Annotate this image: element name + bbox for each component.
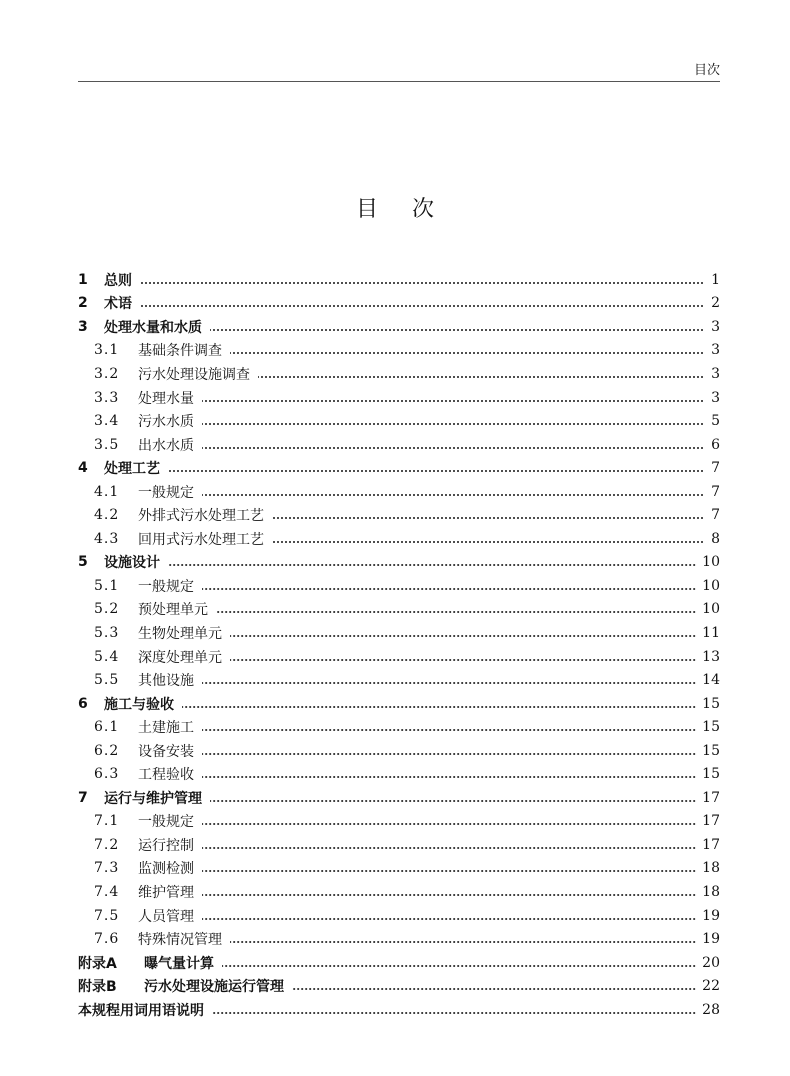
toc-entry-title: 出水水质 bbox=[138, 437, 194, 454]
toc-entry-title: 施工与验收 bbox=[104, 696, 174, 713]
toc-dot-leader bbox=[202, 728, 696, 732]
toc-entry[interactable] bbox=[78, 268, 720, 292]
toc-entry-title: 处理工艺 bbox=[104, 461, 160, 478]
toc-entry-number: 4.3 bbox=[94, 530, 120, 547]
toc-entry-number: 7.2 bbox=[94, 836, 120, 853]
toc-entry-title: 曝气量计算 bbox=[144, 955, 214, 972]
toc-dot-leader bbox=[216, 610, 696, 614]
toc-entry-title: 土建施工 bbox=[138, 720, 194, 737]
toc-entry-page-number: 2 bbox=[711, 295, 720, 312]
toc-dot-leader bbox=[202, 846, 696, 850]
toc-entry-title: 人员管理 bbox=[138, 908, 194, 925]
toc-dot-leader bbox=[230, 634, 696, 638]
toc-entry-title: 外排式污水处理工艺 bbox=[138, 508, 264, 525]
toc-entry-page-number: 17 bbox=[702, 813, 720, 830]
toc-entry-number: 5.4 bbox=[94, 648, 120, 665]
toc-entry-number: 3.4 bbox=[94, 413, 120, 430]
toc-entry[interactable] bbox=[78, 951, 720, 975]
toc-entry-number: 7.6 bbox=[94, 931, 120, 948]
toc-entry[interactable] bbox=[78, 574, 720, 598]
toc-entry-page-number: 18 bbox=[702, 883, 720, 900]
toc-entry-number: 5.1 bbox=[94, 577, 120, 594]
toc-dot-leader bbox=[272, 516, 704, 520]
toc-dot-leader bbox=[222, 964, 696, 968]
running-header-title: 目次 bbox=[693, 63, 720, 78]
toc-entry[interactable] bbox=[78, 810, 720, 834]
toc-entry[interactable] bbox=[78, 880, 720, 904]
toc-entry-number: 3.2 bbox=[94, 365, 120, 382]
toc-entry-number: 4.1 bbox=[94, 483, 120, 500]
page-title: 目次 bbox=[355, 197, 468, 222]
toc-entry-title: 工程验收 bbox=[138, 767, 194, 784]
toc-entry[interactable] bbox=[78, 527, 720, 551]
toc-entry[interactable] bbox=[78, 786, 720, 810]
toc-entry-number: 2 bbox=[78, 295, 88, 312]
toc-dot-leader bbox=[230, 658, 696, 662]
toc-entry[interactable] bbox=[78, 456, 720, 480]
toc-entry-page-number: 7 bbox=[711, 507, 720, 524]
toc-entry[interactable] bbox=[78, 386, 720, 410]
toc-entry[interactable] bbox=[78, 315, 720, 339]
toc-dot-leader bbox=[168, 563, 696, 567]
toc-entry-number: 7.1 bbox=[94, 813, 120, 830]
toc-entry[interactable] bbox=[78, 762, 720, 786]
toc-entry-title: 处理水量和水质 bbox=[104, 319, 202, 336]
toc-dot-leader bbox=[202, 775, 696, 779]
toc-entry-number: 5.3 bbox=[94, 624, 120, 641]
toc-entry-page-number: 13 bbox=[702, 648, 720, 665]
toc-dot-leader bbox=[210, 328, 704, 332]
toc-entry-page-number: 28 bbox=[702, 1001, 720, 1018]
toc-entry-title: 一般规定 bbox=[138, 578, 194, 595]
toc-entry-page-number: 19 bbox=[702, 931, 720, 948]
toc-entry-title: 维护管理 bbox=[138, 884, 194, 901]
toc-entry-number: 1 bbox=[78, 271, 88, 288]
toc-entry-number: 附录A bbox=[78, 955, 117, 972]
toc-entry-title: 总则 bbox=[104, 272, 132, 289]
toc-dot-leader bbox=[272, 540, 704, 544]
toc-entry-number: 6.3 bbox=[94, 766, 120, 783]
toc-entry-page-number: 11 bbox=[702, 624, 720, 641]
toc-entry-title: 其他设施 bbox=[138, 673, 194, 690]
toc-dot-leader bbox=[230, 940, 696, 944]
toc-entry-title: 污水处理设施调查 bbox=[138, 366, 250, 383]
toc-entry[interactable] bbox=[78, 362, 720, 386]
toc-dot-leader bbox=[202, 446, 704, 450]
toc-entry-page-number: 3 bbox=[711, 342, 720, 359]
toc-dot-leader bbox=[202, 917, 696, 921]
toc-entry-page-number: 10 bbox=[702, 601, 720, 618]
toc-entry[interactable] bbox=[78, 503, 720, 527]
toc-dot-leader bbox=[202, 752, 696, 756]
toc-entry-page-number: 19 bbox=[702, 907, 720, 924]
toc-entry-page-number: 14 bbox=[702, 672, 720, 689]
toc-entry-title: 术语 bbox=[104, 296, 132, 313]
toc-entry-number: 3.1 bbox=[94, 342, 120, 359]
toc-entry-page-number: 15 bbox=[702, 719, 720, 736]
toc-entry[interactable] bbox=[78, 409, 720, 433]
toc-dot-leader bbox=[182, 705, 696, 709]
toc-entry[interactable] bbox=[78, 692, 720, 716]
toc-entry-title: 回用式污水处理工艺 bbox=[138, 531, 264, 548]
toc-entry-number: 3 bbox=[78, 318, 88, 335]
toc-entry-number: 5.5 bbox=[94, 672, 120, 689]
toc-entry-number: 7.3 bbox=[94, 860, 120, 877]
toc-dot-leader bbox=[212, 1011, 696, 1015]
toc-entry-title: 预处理单元 bbox=[138, 602, 208, 619]
toc-entry[interactable] bbox=[78, 739, 720, 763]
toc-entry-page-number: 1 bbox=[711, 271, 720, 288]
toc-entry-page-number: 10 bbox=[702, 554, 720, 571]
toc-dot-leader bbox=[210, 799, 696, 803]
toc-entry-page-number: 3 bbox=[711, 365, 720, 382]
toc-dot-leader bbox=[292, 987, 696, 991]
toc-dot-leader bbox=[202, 587, 696, 591]
toc-entry-page-number: 17 bbox=[702, 836, 720, 853]
toc-entry-title: 基础条件调查 bbox=[138, 343, 222, 360]
running-header bbox=[78, 55, 720, 82]
toc-dot-leader bbox=[202, 869, 696, 873]
toc-entry-title: 一般规定 bbox=[138, 484, 194, 501]
toc-entry-title: 运行与维护管理 bbox=[104, 790, 202, 807]
toc-entry-number: 6.2 bbox=[94, 742, 120, 759]
toc-entry[interactable] bbox=[78, 974, 720, 998]
toc-entry[interactable] bbox=[78, 998, 720, 1022]
toc-entry-title: 设施设计 bbox=[104, 555, 160, 572]
toc-entry-page-number: 15 bbox=[702, 766, 720, 783]
toc-dot-leader bbox=[202, 399, 704, 403]
toc-entry-number: 附录B bbox=[78, 979, 117, 996]
table-of-contents bbox=[78, 268, 720, 1022]
toc-entry[interactable] bbox=[78, 904, 720, 928]
toc-entry-page-number: 22 bbox=[702, 978, 720, 995]
toc-entry-page-number: 15 bbox=[702, 695, 720, 712]
toc-entry-title: 特殊情况管理 bbox=[138, 932, 222, 949]
toc-dot-leader bbox=[202, 493, 704, 497]
toc-entry[interactable] bbox=[78, 645, 720, 669]
toc-entry-number: 5.2 bbox=[94, 601, 120, 618]
toc-entry-title: 一般规定 bbox=[138, 814, 194, 831]
toc-dot-leader bbox=[258, 375, 704, 379]
toc-entry-title: 运行控制 bbox=[138, 837, 194, 854]
toc-entry-page-number: 7 bbox=[711, 483, 720, 500]
toc-entry[interactable] bbox=[78, 833, 720, 857]
toc-dot-leader bbox=[202, 422, 704, 426]
toc-entry-number: 4 bbox=[78, 460, 88, 477]
toc-entry[interactable] bbox=[78, 621, 720, 645]
toc-entry[interactable] bbox=[78, 715, 720, 739]
toc-entry-number: 6.1 bbox=[94, 719, 120, 736]
toc-entry[interactable] bbox=[78, 433, 720, 457]
toc-entry[interactable] bbox=[78, 551, 720, 575]
toc-entry-page-number: 15 bbox=[702, 742, 720, 759]
toc-entry-title: 污水处理设施运行管理 bbox=[144, 979, 284, 996]
toc-entry-page-number: 8 bbox=[711, 530, 720, 547]
toc-entry-number: 3.5 bbox=[94, 436, 120, 453]
toc-entry-page-number: 20 bbox=[702, 954, 720, 971]
toc-entry-page-number: 3 bbox=[711, 389, 720, 406]
toc-entry-number: 7.4 bbox=[94, 883, 120, 900]
toc-entry-number: 3.3 bbox=[94, 389, 120, 406]
toc-entry-number: 5 bbox=[78, 554, 88, 571]
toc-entry-title: 本规程用词用语说明 bbox=[78, 1002, 204, 1019]
toc-entry[interactable] bbox=[78, 480, 720, 504]
toc-entry-number: 4.2 bbox=[94, 507, 120, 524]
toc-entry-page-number: 6 bbox=[711, 436, 720, 453]
toc-entry-page-number: 10 bbox=[702, 577, 720, 594]
toc-entry-title: 处理水量 bbox=[138, 390, 194, 407]
toc-entry-title: 生物处理单元 bbox=[138, 625, 222, 642]
toc-entry-title: 监测检测 bbox=[138, 861, 194, 878]
toc-entry-title: 设备安装 bbox=[138, 743, 194, 760]
toc-entry-number: 6 bbox=[78, 695, 88, 712]
toc-entry-page-number: 17 bbox=[702, 789, 720, 806]
toc-entry-title: 深度处理单元 bbox=[138, 649, 222, 666]
toc-entry-page-number: 3 bbox=[711, 318, 720, 335]
toc-dot-leader bbox=[230, 351, 704, 355]
toc-dot-leader bbox=[202, 893, 696, 897]
toc-dot-leader bbox=[140, 281, 704, 285]
toc-dot-leader bbox=[202, 681, 696, 685]
toc-entry-number: 7 bbox=[78, 789, 88, 806]
toc-entry[interactable] bbox=[78, 857, 720, 881]
toc-entry-page-number: 18 bbox=[702, 860, 720, 877]
toc-entry[interactable] bbox=[78, 339, 720, 363]
toc-entry-number: 7.5 bbox=[94, 907, 120, 924]
toc-entry[interactable] bbox=[78, 598, 720, 622]
toc-entry-title: 污水水质 bbox=[138, 414, 194, 431]
toc-entry[interactable] bbox=[78, 668, 720, 692]
toc-dot-leader bbox=[168, 469, 704, 473]
toc-entry[interactable] bbox=[78, 292, 720, 316]
toc-entry-page-number: 7 bbox=[711, 460, 720, 477]
toc-entry[interactable] bbox=[78, 927, 720, 951]
toc-dot-leader bbox=[202, 822, 696, 826]
toc-dot-leader bbox=[140, 304, 704, 308]
toc-entry-page-number: 5 bbox=[711, 413, 720, 430]
